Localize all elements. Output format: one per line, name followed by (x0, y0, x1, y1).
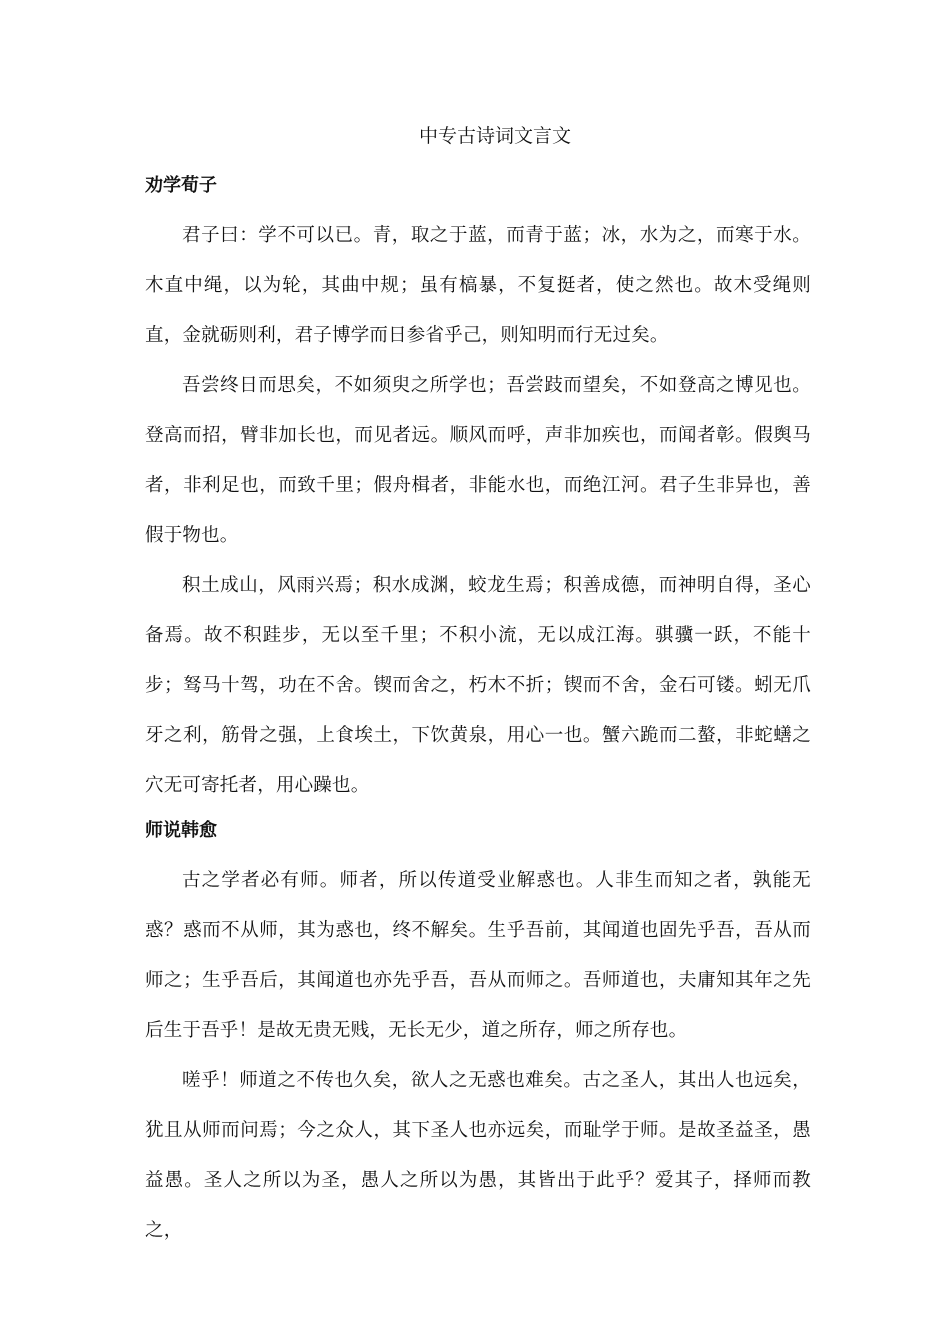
document-body (145, 172, 811, 1256)
document-title: 中专古诗词文言文 (418, 125, 571, 147)
paragraph: 嗟乎！师道之不传也久矣，欲人之无惑也难矣。古之圣人，其出人也远矣，犹且从师而问焉；今之众人，其下圣人也亦远矣，而耻学于师。是故圣益圣，愚益愚。圣人之所以为圣，愚人之所以为愚，其皆出于此乎？爱其子，择师而教之， (145, 1070, 811, 1241)
section-shishuo (145, 817, 811, 1256)
paragraph: 吾尝终日而思矣，不如须臾之所学也；吾尝跂而望矣，不如登高之博见也。登高而招，臂非加长也，而见者远。顺风而呼，声非加疾也，而闻者彰。假舆马者，非利足也，而致千里；假舟楫者，非能水也，而绝江河。君子生非异也，善假于物也。 (145, 375, 811, 546)
section-heading: 师说韩愈 (145, 820, 217, 841)
paragraph: 君子曰：学不可以已。青，取之于蓝，而青于蓝；冰，水为之，而寒于水。木直中绳，以为轮，其曲中规；虽有槁暴，不复挺者，使之然也。故木受绳则直，金就砺则利，君子博学而日参省乎己，则知明而行无过矣。 (145, 225, 811, 346)
paragraph: 古之学者必有师。师者，所以传道受业解惑也。人非生而知之者，孰能无惑？惑而不从师，其为惑也，终不解矣。生乎吾前，其闻道也固先乎吾，吾从而师之；生乎吾后，其闻道也亦先乎吾，吾从而师之。吾师道也，夫庸知其年之先后生于吾乎！是故无贵无贱，无长无少，道之所存，师之所存也。 (145, 870, 811, 1041)
section-quanxue (145, 172, 811, 811)
paragraph: 积土成山，风雨兴焉；积水成渊，蛟龙生焉；积善成德，而神明自得，圣心备焉。故不积跬步，无以至千里；不积小流，无以成江海。骐骥一跃，不能十步；驽马十驾，功在不舍。锲而舍之，朽木不折；锲而不舍，金石可镂。蚓无爪牙之利，筋骨之强，上食埃土，下饮黄泉，用心一也。蟹六跪而二螯，非蛇蟮之穴无可寄托者，用心躁也。 (145, 575, 811, 796)
section-heading: 劝学荀子 (145, 175, 217, 196)
